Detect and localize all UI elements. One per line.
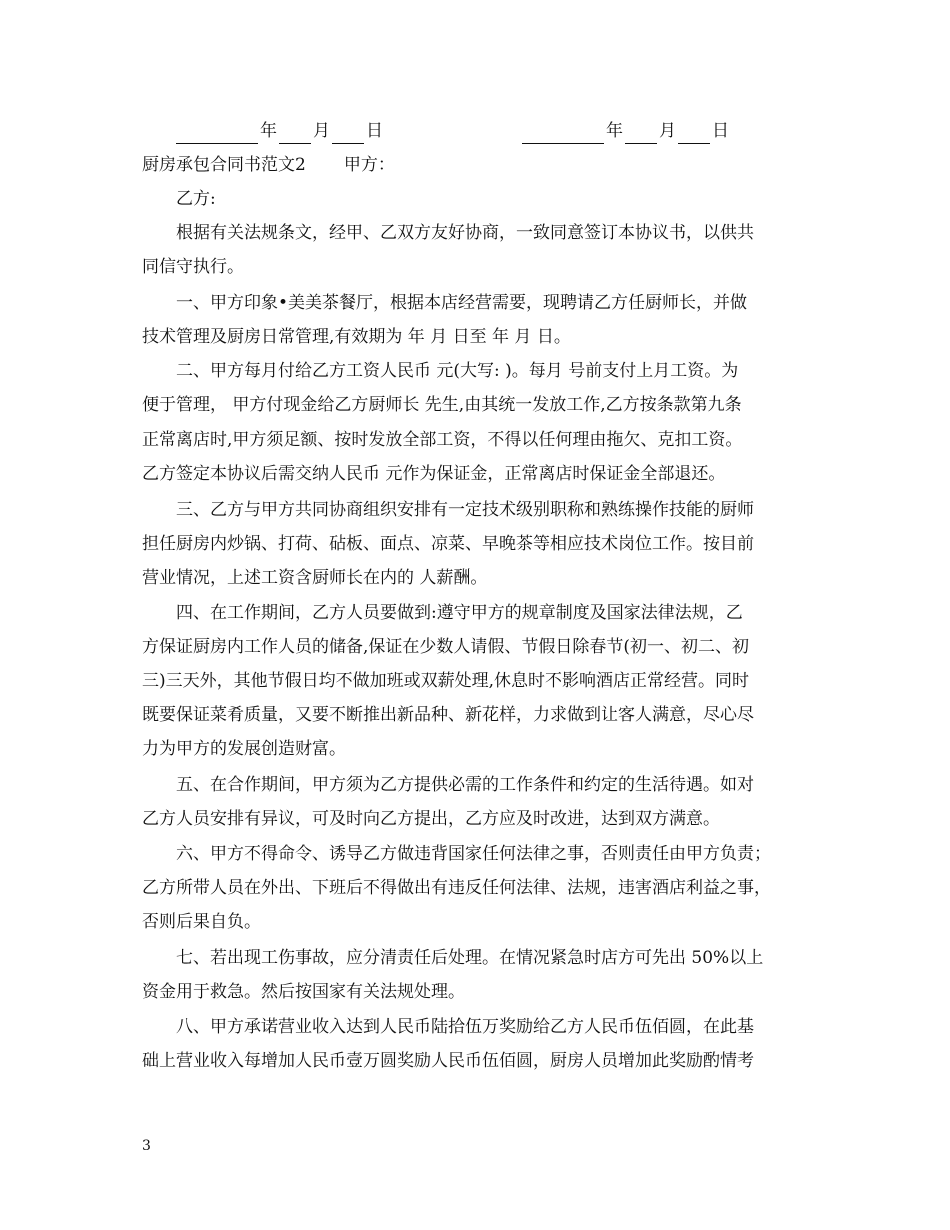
text-line: 力为甲方的发展创造财富。 (142, 739, 346, 759)
text-line: 根据有关法规条文，经甲、乙双方友好协商，一致同意签订本协议书，以供共 (176, 223, 754, 243)
year-label: 年 (606, 121, 623, 141)
signature-date-right (522, 118, 731, 144)
text-line: 础上营业收入每增加人民币壹万圆奖励人民币伍佰圆，厨房人员增加此奖励酌情考 (142, 1051, 754, 1071)
day-label: 日 (366, 121, 383, 141)
text-line: 乙方签定本协议后需交纳人民币 元作为保证金，正常离店时保证金全部退还。 (142, 464, 726, 484)
text-line: 同信守执行。 (142, 257, 244, 277)
text-line: 四、在工作期间，乙方人员要做到:遵守甲方的规章制度及国家法律法规，乙 (176, 603, 743, 623)
document-title: 厨房承包合同书范文2 (142, 155, 306, 175)
text-line: 担任厨房内炒锅、打荷、砧板、面点、凉菜、早晚茶等相应技术岗位工作。按目前 (142, 534, 754, 554)
text-line: 乙方: (176, 189, 216, 209)
year-label: 年 (260, 121, 277, 141)
year-blank (176, 123, 258, 144)
text-line: 八、甲方承诺营业收入达到人民币陆拾伍万奖励给乙方人民币伍佰圆，在此基 (176, 1017, 754, 1037)
month-blank (279, 123, 311, 144)
month-blank (625, 123, 657, 144)
text-line: 方保证厨房内工作人员的储备,保证在少数人请假、节假日除春节(初一、初二、初 (142, 637, 750, 657)
day-blank (332, 123, 364, 144)
day-blank (678, 123, 710, 144)
text-line: 七、若出现工伤事故，应分清责任后处理。在情况紧急时店方可先出 50%以上 (176, 948, 764, 968)
document-title-line (142, 152, 822, 178)
text-line: 便于管理， 甲方付现金给乙方厨师长 先生,由其统一发放工作,乙方按条款第九条 (142, 395, 742, 415)
month-label: 月 (313, 121, 330, 141)
text-line: 营业情况，上述工资含厨师长在内的 人薪酬。 (142, 568, 488, 588)
text-line: 既要保证菜肴质量，又要不断推出新品种、新花样，力求做到让客人满意，尽心尽 (142, 705, 754, 725)
day-label: 日 (712, 121, 729, 141)
text-line: 资金用于救急。然后按国家有关法规处理。 (142, 982, 465, 1002)
text-line: 技术管理及厨房日常管理,有效期为 年 月 日至 年 月 日。 (142, 327, 571, 347)
text-line: 否则后果自负。 (142, 912, 261, 932)
text-line: 正常离店时,甲方须足额、按时发放全部工资，不得以任何理由拖欠、克扣工资。 (142, 430, 743, 450)
text-line: 五、在合作期间，甲方须为乙方提供必需的工作条件和约定的生活待遇。如对 (176, 775, 754, 795)
text-line: 三、乙方与甲方共同协商组织安排有一定技术级别职称和熟练操作技能的厨师 (176, 500, 754, 520)
text-line: 六、甲方不得命令、诱导乙方做违背国家任何法律之事，否则责任由甲方负责； (176, 844, 771, 864)
text-line: 乙方所带人员在外出、下班后不得做出有违反任何法律、法规，违害酒店利益之事， (142, 878, 771, 898)
signature-date-left (176, 118, 385, 144)
text-line: 乙方人员安排有异议，可及时向乙方提出，乙方应及时改进，达到双方满意。 (142, 809, 720, 829)
text-line: 二、甲方每月付给乙方工资人民币 元(大写: )。每月 号前支付上月工资。为 (176, 361, 739, 381)
year-blank (522, 123, 604, 144)
page-number: 3 (142, 1138, 151, 1154)
text-line: 一、甲方印象•美美茶餐厅，根据本店经营需要，现聘请乙方任厨师长，并做 (176, 293, 748, 313)
text-line: 三)三天外，其他节假日均不做加班或双薪处理,休息时不影响酒店正常经营。同时 (142, 671, 750, 691)
party-a-label: 甲方： (343, 155, 395, 175)
month-label: 月 (659, 121, 676, 141)
